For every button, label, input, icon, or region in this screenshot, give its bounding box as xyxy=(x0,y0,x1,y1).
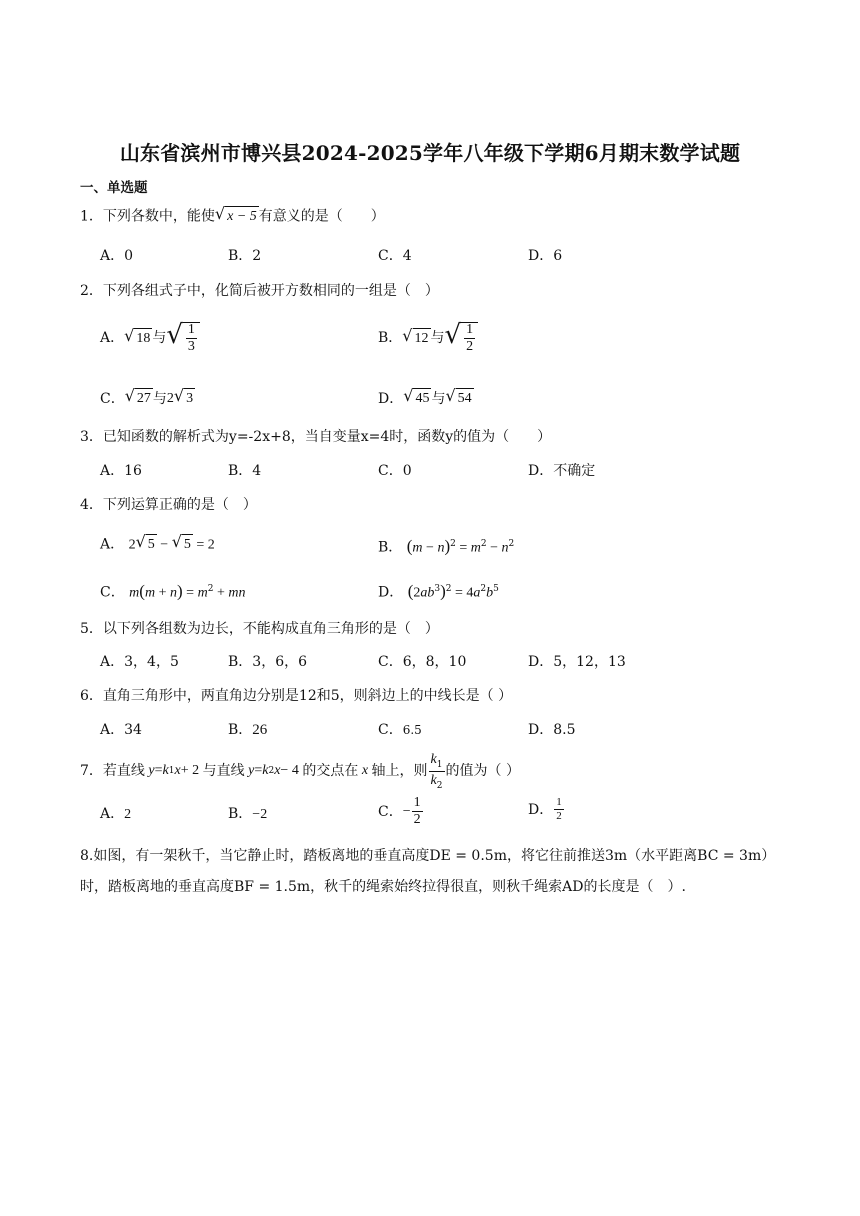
q2-option-b: B． √ 12 与 √ $\frac{1}{2}$ xyxy=(378,322,478,354)
q2-option-c: C． √ 27 与 2 √ 3 xyxy=(100,388,195,409)
q1-option-b: B．2 xyxy=(228,248,262,264)
question-number: 7． xyxy=(80,763,103,780)
q3-option-a: A．16 xyxy=(100,463,142,479)
q4-option-c: C． $m(m + n) = m^2$ + mn xyxy=(100,581,246,601)
q7-option-d: D． $\frac{1}{2}$ xyxy=(528,796,562,822)
q6-option-a: A．34 xyxy=(100,722,142,738)
question-4 xyxy=(80,495,257,515)
q5-option-d: D．5，12，13 xyxy=(528,654,626,670)
question-stem: 下列各数中，能使 xyxy=(102,208,215,225)
q6-option-b: B．26 xyxy=(228,722,268,738)
question-number: 2． xyxy=(80,283,103,299)
q4-option-b: B． $(m - n)^2 = m^2 - n^2$ xyxy=(378,536,515,556)
q4-option-a: A． 2 √ 5 − √ 5 = 2 xyxy=(100,534,215,556)
section-heading: 一、单选题 xyxy=(80,180,148,196)
q3-option-c: C．0 xyxy=(378,463,412,479)
q7-option-b: B．−2 xyxy=(228,806,268,822)
question-5 xyxy=(80,619,439,639)
question-stem: 已知函数的解析式为y=-2x+8，当自变量x=4时，函数y的值为（ ） xyxy=(102,429,552,445)
q5-option-a: A．3，4，5 xyxy=(100,654,179,670)
question-number: 8. xyxy=(80,848,94,864)
q2-option-a: A． √ 18 与 √ $\frac{1}{3}$ xyxy=(100,322,200,354)
question-stem: 有意义的是（ ） xyxy=(258,208,385,225)
question-number: 1． xyxy=(80,208,103,225)
question-stem: 直角三角形中，两直角边分别是12和5，则斜边上的中线长是（ ） xyxy=(102,688,513,704)
q6-option-c: C．6.5 xyxy=(378,722,422,738)
q1-option-d: D．6 xyxy=(528,248,563,264)
q7-option-a: A．2 xyxy=(100,806,132,822)
question-number: 5． xyxy=(80,621,103,637)
q2-option-d: D． √ 45 与 √ 54 xyxy=(378,388,474,409)
question-stem: 时，踏板离地的垂直高度BF = 1.5m，秋千的绳索始终拉得很直，则秋千绳索AD的长度是（ ）. xyxy=(80,879,686,895)
q5-option-b: B．3，6，6 xyxy=(228,654,308,670)
q3-option-d: D．不确定 xyxy=(528,463,596,479)
q1-option-a: A．0 xyxy=(100,248,134,264)
q3-option-b: B．4 xyxy=(228,463,262,479)
question-8-continued xyxy=(80,877,686,897)
question-stem: 以下列各组数为边长，不能构成直角三角形的是（ ） xyxy=(102,621,439,637)
page-title: 山东省滨州市博兴县2024-2025学年八年级下学期6月期末数学试题 xyxy=(119,141,741,165)
q4-option-d: D． $(2ab^3)^2 = 4a^2b^5$ xyxy=(378,581,499,601)
q1-option-c: C．4 xyxy=(378,248,412,264)
question-number: 3． xyxy=(80,429,103,445)
q6-option-d: D．8.5 xyxy=(528,722,576,738)
question-stem: 下列各组式子中，化简后被开方数相同的一组是（ ） xyxy=(102,283,439,299)
question-2 xyxy=(80,281,439,301)
radicand: x − 5 xyxy=(225,206,259,227)
question-stem: 如图，有一架秋千，当它静止时，踏板离地的垂直高度DE = 0.5m，将它往前推送3m（水平距离BC = 3m） xyxy=(93,848,776,864)
question-number: 6． xyxy=(80,688,103,704)
q5-option-c: C．6，8，10 xyxy=(378,654,467,670)
question-3 xyxy=(80,427,551,447)
question-6 xyxy=(80,686,512,706)
sqrt-expression: √ x − 5 xyxy=(215,206,259,227)
question-number: 4． xyxy=(80,497,103,513)
q7-option-c: C． − $\frac{1}{2}$ xyxy=(378,795,421,827)
question-1 xyxy=(80,206,385,227)
question-8 xyxy=(80,846,775,866)
question-stem: 下列运算正确的是（ ） xyxy=(102,497,257,513)
question-7: 7． 若直线 y = k 1 x + 2 与直线 y = k 2 x − 4 的交点在 x 轴上，则 $\frac{k_1}{k_2}$ 的值为（ ） xyxy=(80,752,520,791)
